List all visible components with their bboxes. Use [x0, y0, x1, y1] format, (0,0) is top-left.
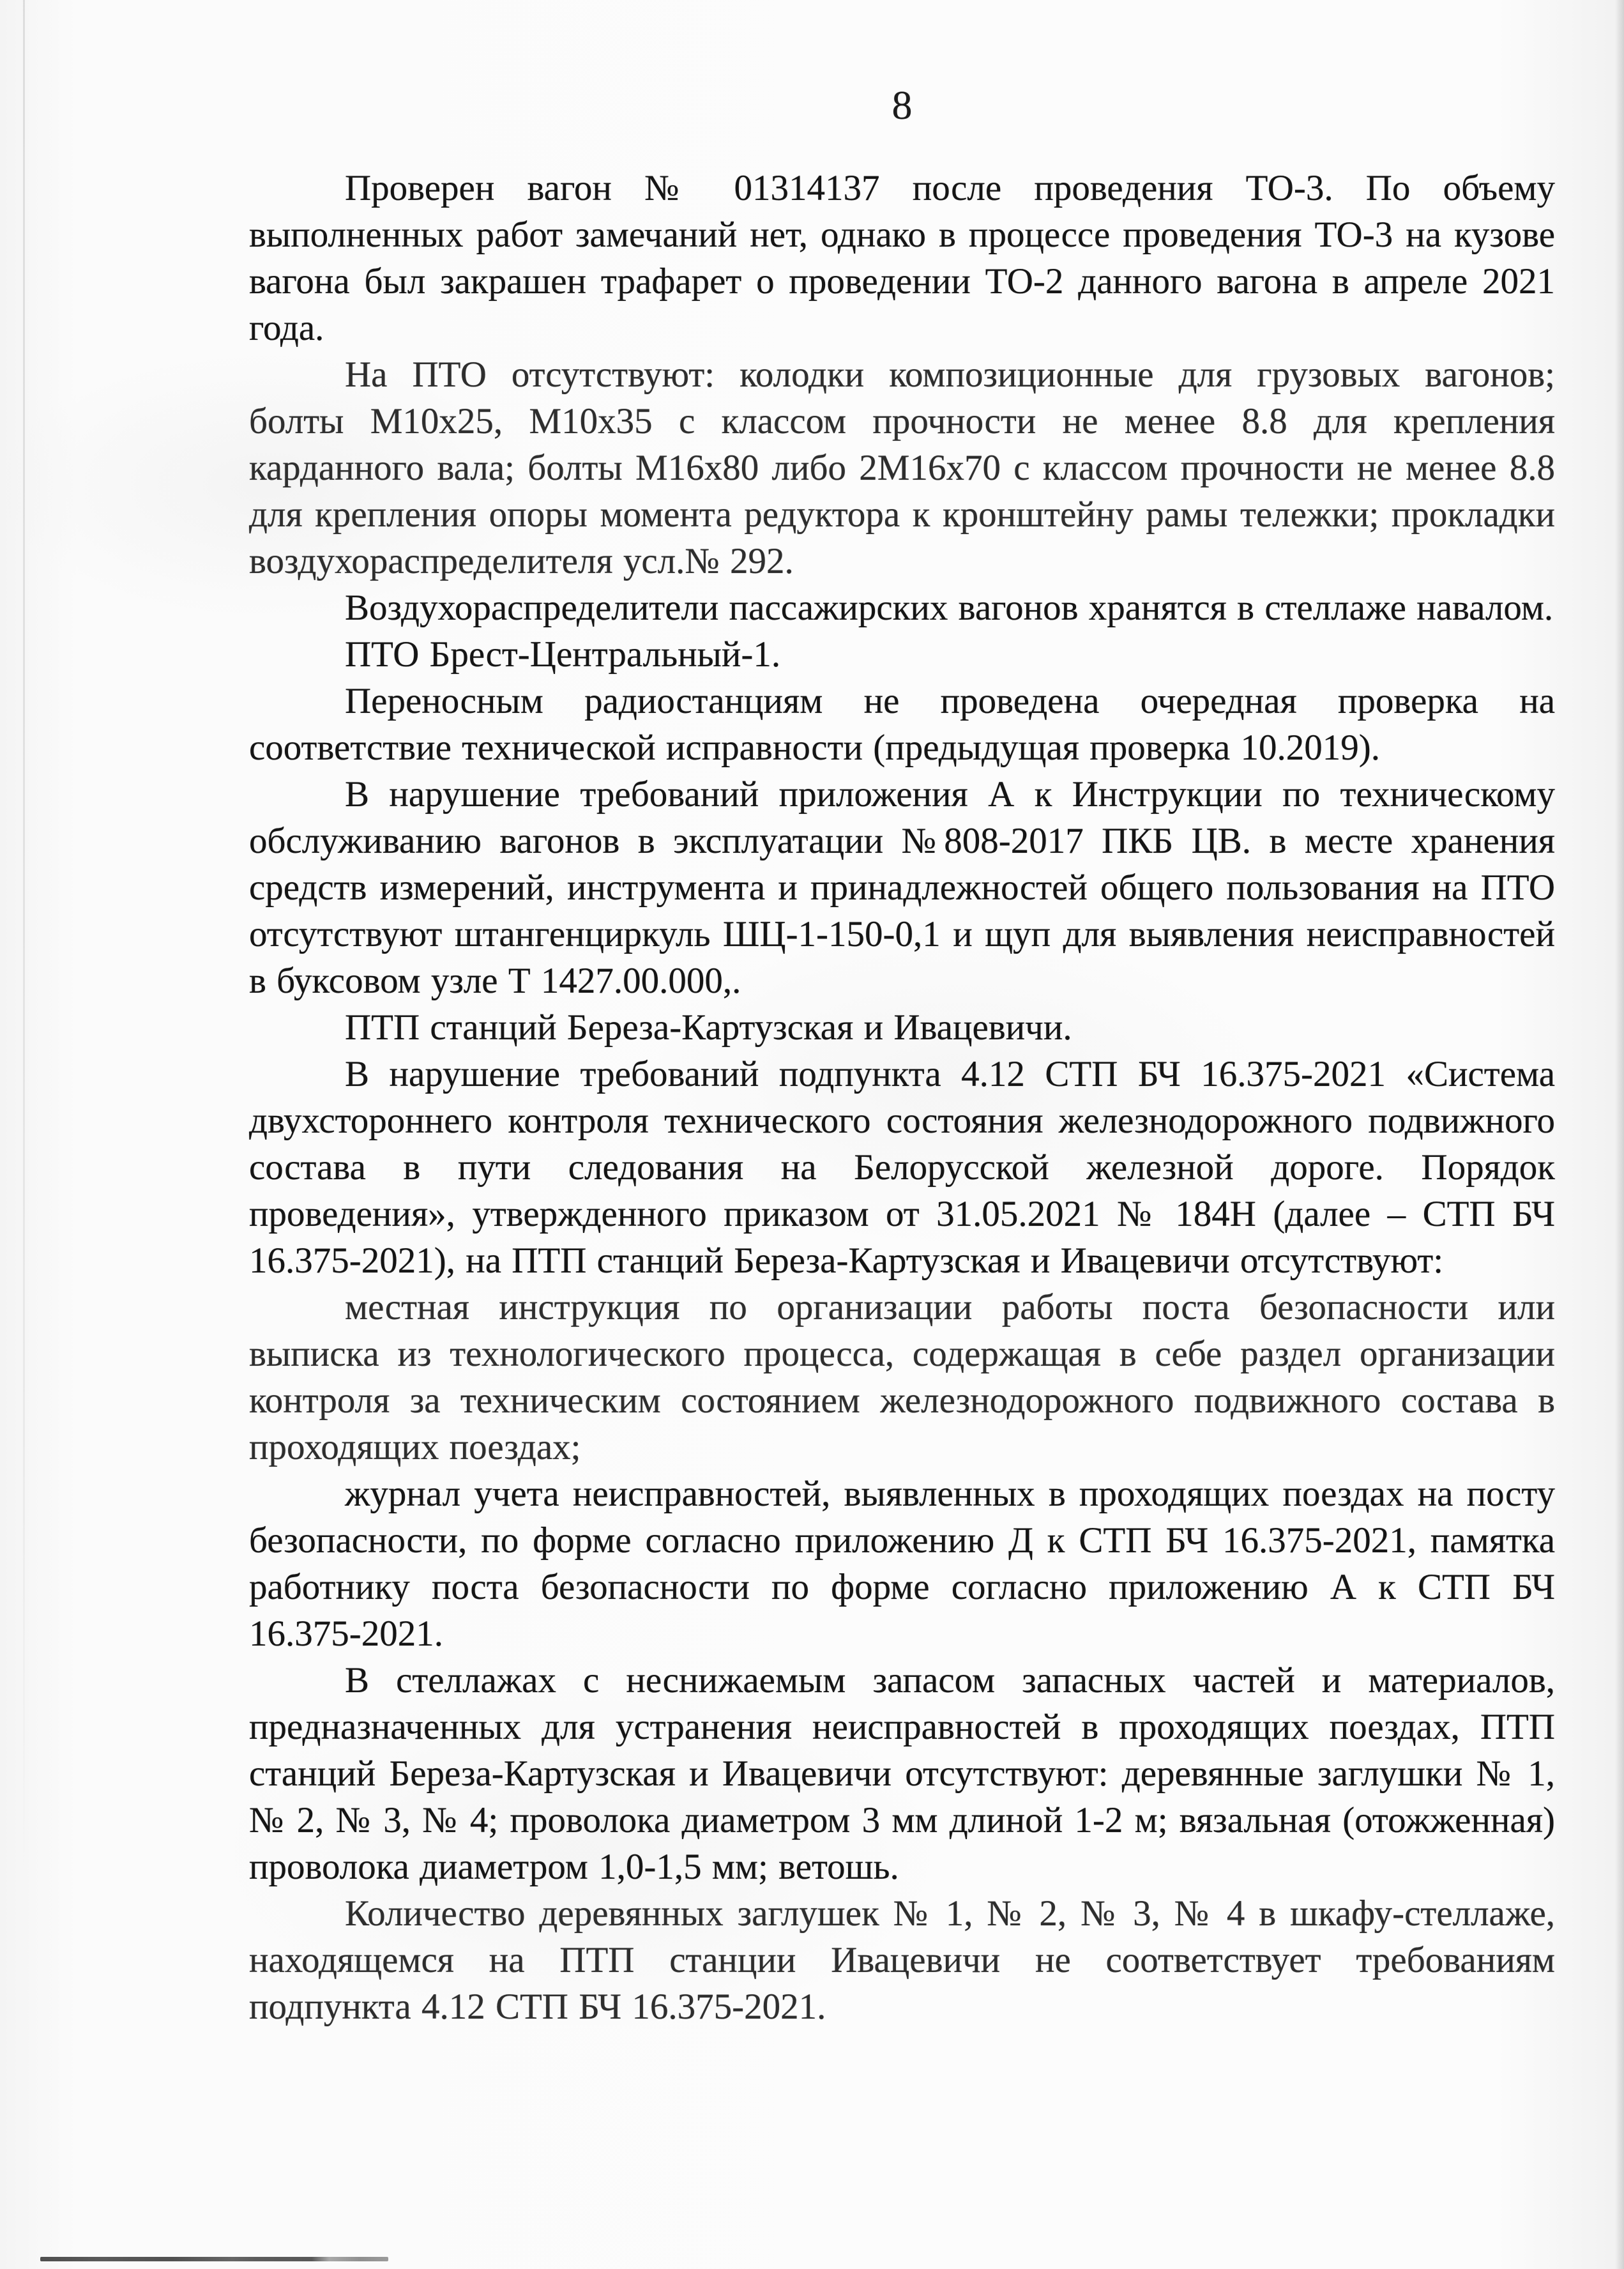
paragraph: местная инструкция по организации работы поста безопасности или выписка из технологического процесса, содержащая в себе раздел организации контроля за техническим состоянием железнодорожного подвижного состава в проходящих поездах; — [249, 1287, 1555, 1467]
document-body — [249, 165, 1555, 2030]
paragraph: ПТО Брест-Центральный-1. — [345, 634, 781, 675]
paragraph: Количество деревянных заглушек № 1, № 2, № 3, № 4 в шкафу-стеллаже, находящемся на ПТП станции Ивацевичи не соответствует требованиям подпункта 4.12 СТП БЧ 16.375-2021. — [249, 1893, 1555, 2027]
page-number: 8 — [892, 82, 913, 128]
paragraph: На ПТО отсутствуют: колодки композиционные для грузовых вагонов; болты М10х25, М10х35 с классом прочности не менее 8.8 для крепления карданного вала; болты М16х80 либо 2М16х70 с классом прочности не менее 8.8 для крепления опоры момента редуктора к кронштейну рамы тележки; прокладки воздухораспределителя усл.№ 292. — [249, 355, 1555, 581]
paragraph: В нарушение требований приложения А к Инструкции по техническому обслуживанию вагонов в эксплуатации №808-2017 ПКБ ЦВ. в месте хранения средств измерений, инструмента и принадлежностей общего пользования на ПТО отсутствуют штангенциркуль ШЦ-1-150-0,1 и щуп для выявления неисправностей в буксовом узле Т 1427.00.000,. — [249, 774, 1555, 1001]
paragraph: Проверен вагон № 01314137 после проведения ТО-3. По объему выполненных работ замечаний нет, однако в процессе проведения ТО-3 на кузове вагона был закрашен трафарет о проведении ТО-2 данного вагона в апреле 2021 года. — [249, 168, 1555, 348]
scan-artifact-bottom-line — [40, 2257, 388, 2261]
paragraph: журнал учета неисправностей, выявленных в проходящих поездах на посту безопасности, по форме согласно приложению Д к СТП БЧ 16.375-2021, памятка работнику поста безопасности по форме согласно приложению А к СТП БЧ 16.375-2021. — [249, 1474, 1555, 1654]
scan-artifact-right-shadow — [1615, 0, 1624, 2269]
paragraph: Переносным радиостанциям не проведена очередная проверка на соответствие технической исправности (предыдущая проверка 10.2019). — [249, 681, 1555, 768]
paragraph: ПТП станций Береза-Картузская и Ивацевичи. — [345, 1007, 1072, 1048]
scan-artifact-left-line — [23, 0, 25, 1884]
paragraph: Воздухораспределители пассажирских вагонов хранятся в стеллаже навалом. — [345, 588, 1554, 628]
paragraph: В нарушение требований подпункта 4.12 СТП БЧ 16.375-2021 «Система двухстороннего контроля технического состояния железнодорожного подвижного состава в пути следования на Белорусской железной дороге. Порядок проведения», утвержденного приказом от 31.05.2021 № 184Н (далее – СТП БЧ 16.375-2021), на ПТП станций Береза-Картузская и Ивацевичи отсутствуют: — [249, 1054, 1555, 1281]
paragraph: В стеллажах с неснижаемым запасом запасных частей и материалов, предназначенных для устранения неисправностей в проходящих поездах, ПТП станций Береза-Картузская и Ивацевичи отсутствуют: деревянные заглушки № 1, № 2, № 3, № 4; проволока диаметром 3 мм длиной 1-2 м; вязальная (отожженная) проволока диаметром 1,0-1,5 мм; ветошь. — [249, 1660, 1555, 1887]
